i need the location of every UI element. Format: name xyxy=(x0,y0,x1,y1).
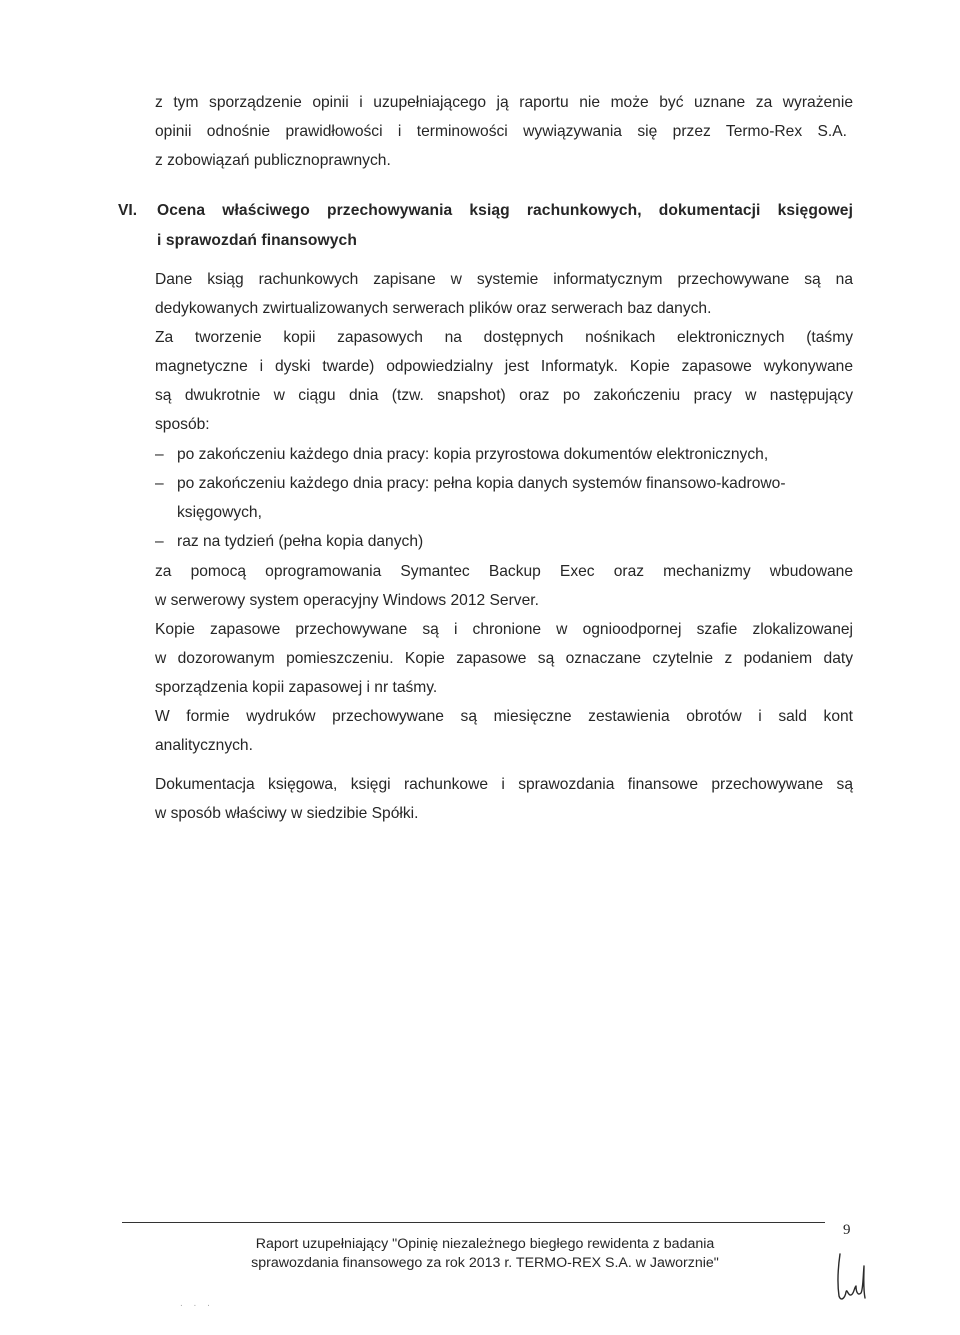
list-item xyxy=(155,527,853,556)
list-item xyxy=(155,469,853,498)
dash-bullet: – xyxy=(155,475,164,492)
text-line: analitycznych. xyxy=(155,737,253,754)
heading-line: i sprawozdań finansowych xyxy=(157,232,357,249)
text-line: magnetyczne i dyski twarde) odpowiedzialny jest Informatyk. Kopie zapasowe wykonywane xyxy=(155,358,853,375)
footer-caption xyxy=(200,1235,770,1273)
section-heading xyxy=(157,196,853,256)
signature-initials-icon xyxy=(832,1248,872,1308)
page-number: 9 xyxy=(843,1222,851,1238)
backup-bullet-list xyxy=(155,440,853,556)
footer-line: sprawozdania finansowego za rok 2013 r. TERMO-REX S.A. w Jaworznie" xyxy=(251,1255,719,1271)
dash-bullet: – xyxy=(155,446,164,463)
text-line: w dozorowanym pomieszczeniu. Kopie zapasowe są oznaczane czytelnie z podaniem daty xyxy=(155,650,853,667)
dash-bullet: – xyxy=(155,533,164,550)
text-line: z zobowiązań publicznoprawnych. xyxy=(155,152,391,169)
paragraph-storage xyxy=(155,265,853,323)
list-item-text: księgowych, xyxy=(177,504,262,521)
text-line: Dane ksiąg rachunkowych zapisane w systemie informatycznym przechowywane są na xyxy=(155,271,853,288)
text-line: sposób: xyxy=(155,416,210,433)
paragraph-software xyxy=(155,557,853,615)
text-line: opinii odnośnie prawidłowości i terminowości wywiązywania się przez Termo-Rex S.A. xyxy=(155,123,847,140)
text-line: za pomocą oprogramowania Symantec Backup Exec oraz mechanizmy wbudowane xyxy=(155,563,853,580)
list-item-text: raz na tydzień (pełna kopia danych) xyxy=(177,533,424,550)
footer-line: Raport uzupełniający "Opinię niezależnego biegłego rewidenta z badania xyxy=(255,1236,715,1252)
list-item xyxy=(155,440,853,469)
paragraph-printouts xyxy=(155,702,853,760)
text-line: są dwukrotnie w ciągu dnia (tzw. snapshot) oraz po zakończeniu pracy w następujący xyxy=(155,387,853,404)
text-line: w serwerowy system operacyjny Windows 2012 Server. xyxy=(155,592,539,609)
footer-divider xyxy=(122,1222,825,1223)
text-line: z tym sporządzenie opinii i uzupełniającego ją raportu nie może być uznane za wyrażenie xyxy=(155,94,853,111)
text-line: Kopie zapasowe przechowywane są i chronione w ognioodpornej szafie zlokalizowanej xyxy=(155,621,853,638)
text-line: Za tworzenie kopii zapasowych na dostępnych nośnikach elektronicznych (taśmy xyxy=(155,329,853,346)
text-line: Dokumentacja księgowa, księgi rachunkowe i sprawozdania finansowe przechowywane są xyxy=(155,776,853,793)
text-line: sporządzenia kopii zapasowej i nr taśmy. xyxy=(155,679,438,696)
list-item-text: po zakończeniu każdego dnia pracy: kopia przyrostowa dokumentów elektronicznych, xyxy=(177,446,769,463)
paragraph-fireproof xyxy=(155,615,853,702)
section-number: VI. xyxy=(118,202,138,219)
paragraph-conclusion xyxy=(155,770,853,828)
text-line: W formie wydruków przechowywane są miesięczne zestawienia obrotów i sald kont xyxy=(155,708,853,725)
heading-line: Ocena właściwego przechowywania ksiąg rachunkowych, dokumentacji księgowej xyxy=(157,202,853,219)
list-item-text: po zakończeniu każdego dnia pracy: pełna kopia danych systemów finansowo-kadrowo- xyxy=(177,475,786,492)
text-line: w sposób właściwy w siedzibie Spółki. xyxy=(155,805,419,822)
paragraph-backups xyxy=(155,323,853,439)
intro-paragraph xyxy=(155,88,853,175)
list-item-continuation xyxy=(155,498,853,527)
scan-specks: . . . xyxy=(180,1298,214,1309)
text-line: dedykowanych zwirtualizowanych serwerach plików oraz serwerach baz danych. xyxy=(155,300,712,317)
